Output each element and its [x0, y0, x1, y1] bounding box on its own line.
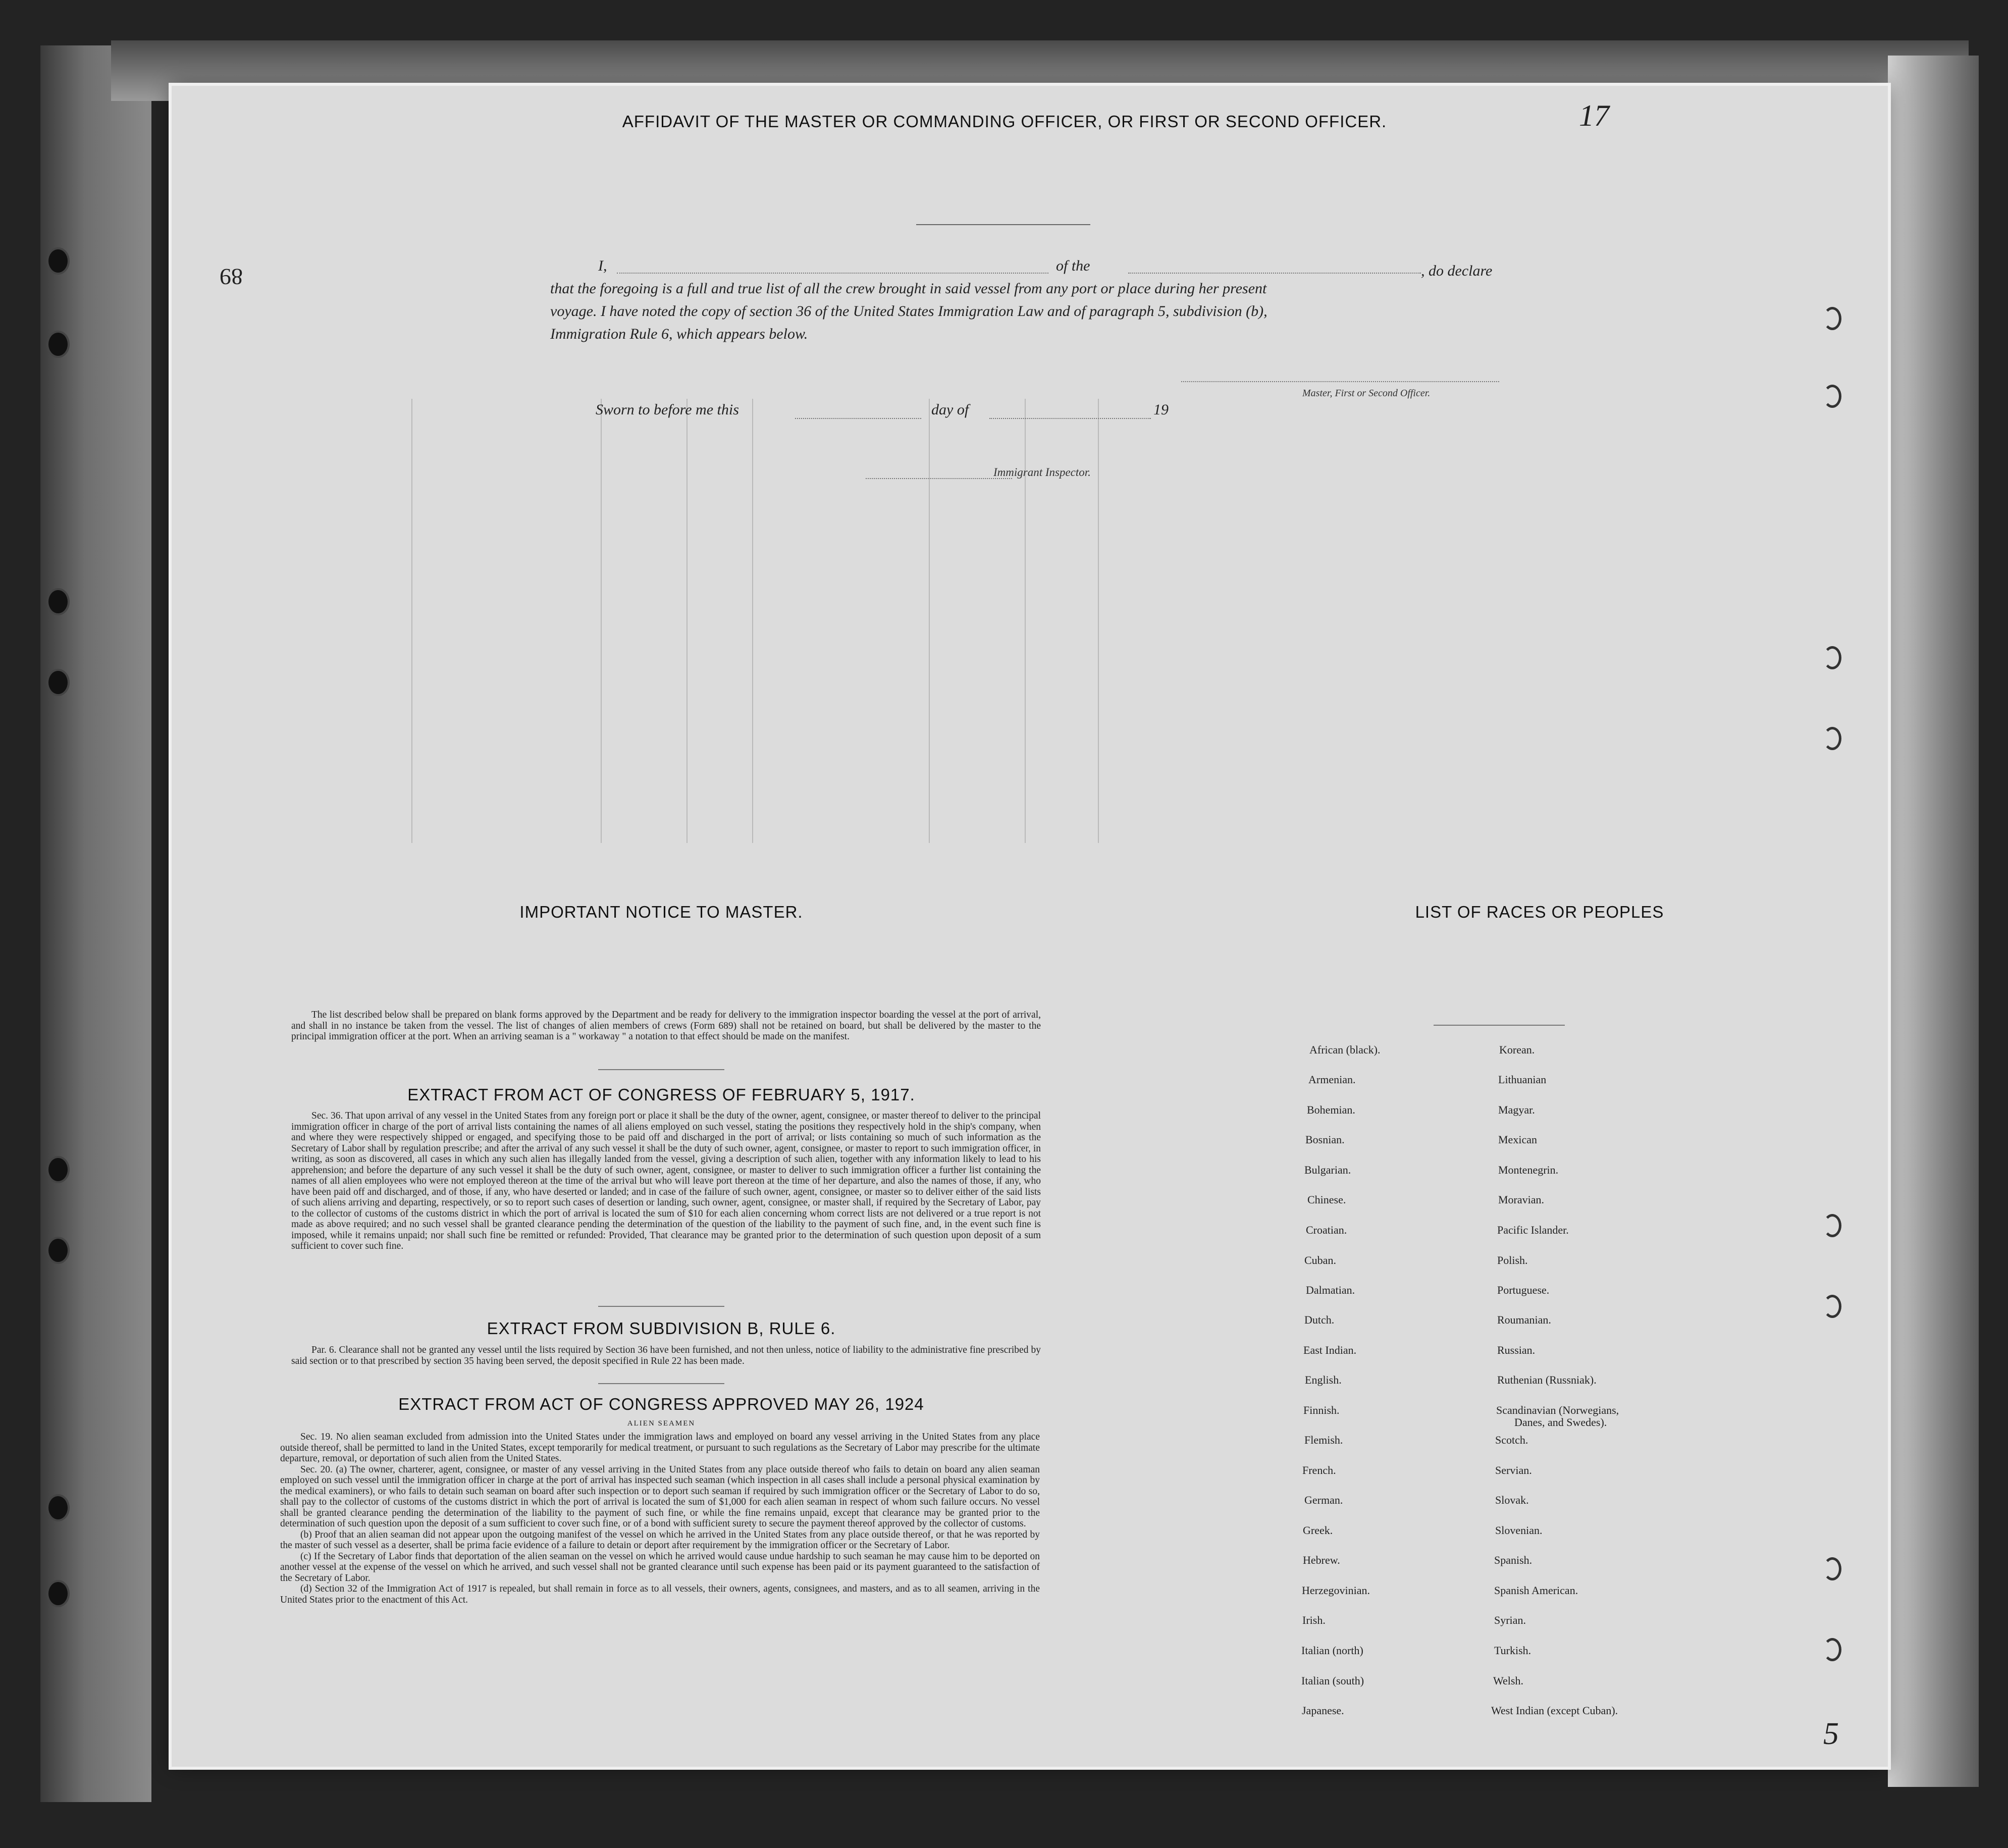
- sworn-mid: day of: [931, 401, 969, 418]
- race-item: Montenegrin.: [1498, 1164, 1559, 1176]
- race-item: Hebrew.: [1303, 1554, 1340, 1566]
- race-item: Bulgarian.: [1304, 1164, 1351, 1176]
- sworn-month-field[interactable]: [989, 418, 1151, 419]
- inspector-caption: Immigrant Inspector.: [993, 466, 1091, 479]
- race-item: Italian (south): [1301, 1674, 1364, 1687]
- races-title-underline: [1434, 1025, 1565, 1026]
- race-item: Cuban.: [1304, 1254, 1336, 1266]
- column-rule: [411, 399, 412, 843]
- extract-1924-paragraph: (b) Proof that an alien seaman did not appear upon the outgoing manifest of the vessel on which he arrived in the United States from any place outside thereof, or that he was reported by the master of such vessel as a deserter, shall be prima facie evidence of a failure to detain or deport after requirement by the immigration officer or the Secretary of Labor.: [280, 1529, 1040, 1551]
- race-item: Pacific Islander.: [1497, 1224, 1569, 1236]
- race-item: German.: [1304, 1494, 1343, 1506]
- race-item: Bosnian.: [1305, 1133, 1345, 1146]
- race-item: Syrian.: [1494, 1614, 1526, 1626]
- affidavit-line1-prefix: I,: [598, 257, 607, 274]
- race-item: Russian.: [1497, 1344, 1536, 1356]
- race-item: Polish.: [1497, 1254, 1528, 1266]
- race-item: Scotch.: [1495, 1434, 1528, 1446]
- vessel-name-field[interactable]: [1128, 273, 1421, 274]
- extract-1924-paragraph: Sec. 20. (a) The owner, charterer, agent, consignee, or master of any vessel arriving in the United States from any place outside thereof who fails to detain on board any alien seaman employed on such vessel until the immigration officer in charge at the port of arrival has inspected such seaman (which inspection in all cases shall include a personal physical examination by the medical examiners), or who fails to detain such seaman on board after such inspection or to deport such seaman if required by such immigration officer or the Secretary of Labor to do so, shall pay to the collector of customs of the customs district in which the port of arrival is located the sum of $1,000 for each alien seaman in respect of whom such failure occurs. No vessel shall be granted clearance pending the determination of the liability to the payment of such fine, or while the fine remains unpaid, except that clearance may be granted prior to the determination of such question upon the deposit of a sum sufficient to cover such fine, or of a bond with sufficient surety to secure the payment thereof approved by the collector of customs.: [280, 1464, 1040, 1529]
- sworn-year: 19: [1153, 401, 1169, 418]
- race-item: Armenian.: [1308, 1073, 1356, 1086]
- race-item: Flemish.: [1304, 1434, 1343, 1446]
- binding-hole-right: [1823, 385, 1841, 408]
- binding-hole: [46, 1580, 70, 1607]
- scan-border-right: [1888, 56, 1979, 1787]
- affidavit-line4: Immigration Rule 6, which appears below.: [550, 326, 808, 342]
- column-rule: [1098, 399, 1099, 843]
- race-item: African (black).: [1309, 1043, 1381, 1056]
- master-signature-caption: Master, First or Second Officer.: [1302, 388, 1431, 399]
- race-item: Lithuanian: [1498, 1073, 1547, 1086]
- race-item: Irish.: [1302, 1614, 1326, 1626]
- race-item: Finnish.: [1303, 1404, 1340, 1416]
- races-title: LIST OF RACES OR PEOPLES: [1415, 903, 1664, 921]
- notice-title: IMPORTANT NOTICE TO MASTER.: [519, 903, 803, 921]
- affidavit-line2: that the foregoing is a full and true list of all the crew brought in said vessel from any port or place during her present: [550, 280, 1267, 297]
- extract-1924-subtitle: ALIEN SEAMEN: [627, 1419, 696, 1428]
- binding-hole-right: [1823, 1295, 1841, 1318]
- race-item: Turkish.: [1494, 1644, 1531, 1657]
- column-rule: [601, 399, 602, 843]
- race-item: Bohemian.: [1307, 1103, 1355, 1116]
- race-item: East Indian.: [1303, 1344, 1357, 1356]
- binding-hole: [46, 1237, 70, 1264]
- column-rule: [752, 399, 753, 843]
- race-item: Roumanian.: [1497, 1313, 1551, 1326]
- race-item: Welsh.: [1493, 1674, 1523, 1687]
- extract-1917-paragraph: Sec. 36. That upon arrival of any vessel in the United States from any foreign port or place it shall be the duty of the owner, agent, consignee, or master thereof to deliver to the principal immigration officer in charge of the port of arrival lists containing the names of all aliens employed on such vessel, stating the positions they respectively hold in the ship's company, when and where they were respectively shipped or engaged, and specifying those to be paid off and discharged in the port of arrival; or lists containing so much of such information as the Secretary of Labor shall by regulation prescribe; and after the arrival of any such vessel it shall be the duty of such owner, agent, consignee, or master to report to such immigration officer, in writing, as soon as discovered, all cases in which any such alien has illegally landed from the vessel, giving a description of such alien, together with any information likely to lead to his apprehension; and before the departure of any such vessel it shall be the duty of such owner, agent, consignee, or master to deliver to such immigration officer a further list containing the names of all alien employees who were not employed thereon at the time of the arrival but who will leave port thereon at the time of her departure, and also the names of those, if any, who have been paid off and discharged, and of those, if any, who have deserted or landed; and in case of the failure of such owner, agent, consignee, or master so to deliver either of the said lists of such aliens arriving and departing, respectively, or so to report such cases of desertion or landing, such owner, agent, consignee, or master shall, if required by the Secretary of Labor, pay to the collector of customs of the customs district in which the port of arrival is located the sum of $10 for each alien concerning whom correct lists are not delivered or a true report is not made as above required; and no such vessel shall be granted clearance pending the determination of the question of the liability to the payment of such fine, and, in the event such fine is imposed, while it remains unpaid; nor shall such fine be remitted or refunded: Provided, That clearance may be granted prior to the determination of such question upon deposit of a sum sufficient to cover such fine.: [291, 1111, 1041, 1251]
- inspector-signature-field[interactable]: [866, 478, 1012, 479]
- extract-1917-title: EXTRACT FROM ACT OF CONGRESS OF FEBRUARY 5, 1917.: [407, 1085, 915, 1104]
- race-item: Magyar.: [1498, 1103, 1535, 1116]
- affidavit-line1-suffix: , do declare: [1421, 262, 1493, 279]
- binding-hole: [46, 669, 70, 696]
- race-item: Japanese.: [1302, 1704, 1344, 1717]
- extract-1924-paragraph: Sec. 19. No alien seaman excluded from admission into the United States under the immigration laws and employed on board any vessel arriving in the United States from any place outside thereof, shall be permitted to land in the United States, except temporarily for medical treatment, or pursuant to such regulations as the Secretary of Labor may prescribe for the ultimate departure, removal, or deportation of such alien from the United States.: [280, 1432, 1040, 1464]
- binding-hole: [46, 247, 70, 275]
- notice-paragraph: The list described below shall be prepared on blank forms approved by the Department and be ready for delivery to the immigration inspector boarding the vessel at the port of arrival, and shall in no instance be taken from the vessel. The list of changes of alien members of crews (Form 689) shall not be retained on board, but shall be delivered by the master to the principal immigration officer at the port. When an arriving seaman is a " workaway " a notation to that effect should be made on the manifest.: [291, 1010, 1041, 1042]
- margin-number-bottom-right: 5: [1823, 1717, 1839, 1751]
- race-item: Dutch.: [1304, 1313, 1335, 1326]
- extract-1924-text: [280, 1432, 1040, 1605]
- race-item: Korean.: [1499, 1043, 1535, 1056]
- affidavit-line3: voyage. I have noted the copy of section 36 of the United States Immigration Law and of paragraph 5, subdivision (b),: [550, 303, 1267, 320]
- column-rule: [929, 399, 930, 843]
- affidavit-line1-mid: of the: [1056, 257, 1090, 274]
- extract-1917-text: [291, 1111, 1041, 1252]
- race-item: Ruthenian (Russniak).: [1497, 1374, 1597, 1386]
- rule6-text: [291, 1345, 1041, 1366]
- race-item: Croatian.: [1306, 1224, 1347, 1236]
- section-divider: [598, 1069, 724, 1070]
- race-item: Spanish.: [1494, 1554, 1533, 1566]
- affidavit-title: AFFIDAVIT OF THE MASTER OR COMMANDING OFFICER, OR FIRST OR SECOND OFFICER.: [622, 112, 1387, 131]
- race-item: Spanish American.: [1494, 1584, 1578, 1597]
- master-name-field[interactable]: [617, 273, 1048, 274]
- race-item: Herzegovinian.: [1302, 1584, 1370, 1597]
- race-item: Italian (north): [1301, 1644, 1363, 1657]
- race-item: West Indian (except Cuban).: [1491, 1704, 1618, 1717]
- binding-hole-right: [1823, 1557, 1841, 1580]
- extract-1924-title: EXTRACT FROM ACT OF CONGRESS APPROVED MAY 26, 1924: [398, 1395, 924, 1413]
- race-item: Chinese.: [1307, 1193, 1346, 1206]
- margin-number-left: 89: [220, 264, 243, 290]
- extract-1924-paragraph: (c) If the Secretary of Labor finds that deportation of the alien seaman on the vessel on which he arrived would cause undue hardship to such seaman he may cause him to be deported on another vessel at the expense of the vessel on which he arrived, and such vessel shall not be granted clearance until such expense has been paid or its payment guaranteed to the satisfaction of the Secretary of Labor.: [280, 1551, 1040, 1583]
- binding-hole: [46, 588, 70, 615]
- binding-hole-right: [1823, 1638, 1841, 1661]
- race-item: Slovenian.: [1495, 1524, 1543, 1537]
- margin-number-top-right: 17: [1579, 99, 1609, 132]
- race-item: Mexican: [1498, 1133, 1537, 1146]
- race-item: Greek.: [1303, 1524, 1333, 1537]
- race-item: Slovak.: [1495, 1494, 1529, 1506]
- race-item: Moravian.: [1498, 1193, 1545, 1206]
- title-underline: [916, 224, 1090, 225]
- race-item: Dalmatian.: [1306, 1284, 1355, 1296]
- race-item: Scandinavian (Norwegians,: [1496, 1404, 1619, 1416]
- race-item: English.: [1305, 1374, 1342, 1386]
- column-rule: [1025, 399, 1026, 843]
- race-item: Servian.: [1495, 1464, 1532, 1476]
- rule6-paragraph: Par. 6. Clearance shall not be granted any vessel until the lists required by Section 36 have been furnished, and not then unless, notice of liability to the administrative fine prescribed by said section or to that prescribed by section 35 having been served, the deposit specified in Rule 22 has been made.: [291, 1345, 1041, 1366]
- section-divider: [598, 1306, 724, 1307]
- sworn-prefix: Sworn to before me this: [596, 401, 739, 418]
- section-divider: [598, 1383, 724, 1384]
- notice-text: [291, 1010, 1041, 1042]
- sworn-day-field[interactable]: [795, 418, 921, 419]
- race-item: French.: [1302, 1464, 1336, 1476]
- rule6-title: EXTRACT FROM SUBDIVISION B, RULE 6.: [487, 1319, 836, 1338]
- binding-hole-right: [1823, 727, 1841, 750]
- binding-hole: [46, 1494, 70, 1521]
- race-item: Portuguese.: [1497, 1284, 1550, 1296]
- binding-hole-right: [1823, 1214, 1841, 1237]
- binding-hole: [46, 331, 70, 358]
- column-rule: [686, 399, 688, 843]
- binding-hole-right: [1823, 646, 1841, 669]
- scan-border-left: [40, 45, 151, 1802]
- binding-hole-right: [1823, 307, 1841, 330]
- extract-1924-paragraph: (d) Section 32 of the Immigration Act of 1917 is repealed, but shall remain in force as to all vessels, their owners, agents, consignees, and masters, and as to all seamen, arriving in the United States prior to the enactment of this Act.: [280, 1583, 1040, 1605]
- race-item: Danes, and Swedes).: [1514, 1416, 1607, 1429]
- binding-hole: [46, 1156, 70, 1183]
- master-signature-field[interactable]: [1181, 381, 1499, 382]
